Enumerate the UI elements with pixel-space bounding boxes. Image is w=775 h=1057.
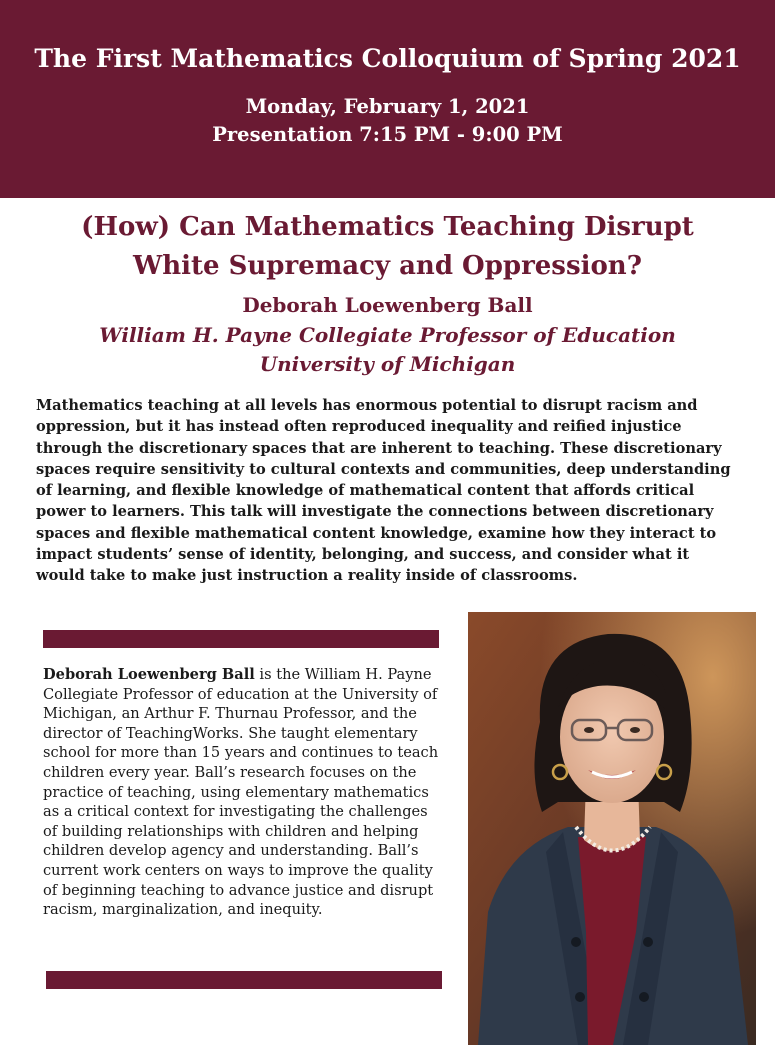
divider-bar-top [43,630,439,648]
bio-line: school for more than 15 years and continues to teach [43,744,439,762]
abstract-line: spaces require sensitivity to cultural contexts and communities, deep understanding [36,460,731,478]
bio-line: of building relationships with children and helping [43,822,419,840]
bio-line: children develop agency and understanding. Ball’s [43,842,419,860]
header-banner [0,0,775,198]
speaker-university: University of Michigan [259,352,516,376]
bio-speaker-name: Deborah Loewenberg Ball [43,666,255,683]
speaker-portrait-photo [468,612,756,1045]
portrait-illustration [468,612,756,1045]
divider-bar-bottom [46,971,442,989]
bio-line: racism, marginalization, and inequity. [43,901,323,919]
abstract-line: oppression, but it has instead often reproduced inequality and reified injustice [36,418,682,436]
speaker-bio [43,665,451,920]
abstract-line: impact students’ sense of identity, belonging, and success, and consider what it [36,546,690,564]
event-date: Monday, February 1, 2021 [245,95,530,118]
talk-title-line-2: White Supremacy and Oppression? [133,251,642,281]
talk-title-line-1: (How) Can Mathematics Teaching Disrupt [81,212,694,242]
abstract-paragraph [36,395,752,587]
speaker-role: William H. Payne Collegiate Professor of Education [99,323,676,347]
abstract-line: power to learners. This talk will investigate the connections between discretionary [36,503,714,521]
bio-line: director of TeachingWorks. She taught elementary [43,724,418,742]
event-time: Presentation 7:15 PM - 9:00 PM [212,123,563,146]
event-title: The First Mathematics Colloquium of Spring 2021 [34,44,741,73]
bio-first-line-text: is the William H. Payne [254,666,432,683]
talk-title [0,208,775,286]
bio-line [43,665,451,685]
speaker-name: Deborah Loewenberg Ball [242,293,533,317]
abstract-line: spaces and flexible mathematical content knowledge, examine how they interact to [36,524,717,542]
bio-line: children every year. Ball’s research focuses on the [43,763,417,781]
bio-line: Collegiate Professor of education at the University of [43,685,438,703]
abstract-line: Mathematics teaching at all levels has enormous potential to disrupt racism and [36,397,698,414]
abstract-line: would take to make just instruction a reality inside of classrooms. [36,567,578,585]
abstract-line: through the discretionary spaces that are inherent to teaching. These discretionary [36,439,722,457]
bio-line: Michigan, an Arthur F. Thurnau Professor, and the [43,705,417,723]
bio-line: as a critical context for investigating the challenges [43,803,428,821]
bio-line: current work centers on ways to improve the quality [43,861,433,879]
bio-line: practice of teaching, using elementary mathematics [43,783,429,801]
abstract-line: of learning, and flexible knowledge of mathematical content that affords critical [36,482,695,500]
bio-line: of beginning teaching to advance justice and disrupt [43,881,434,899]
